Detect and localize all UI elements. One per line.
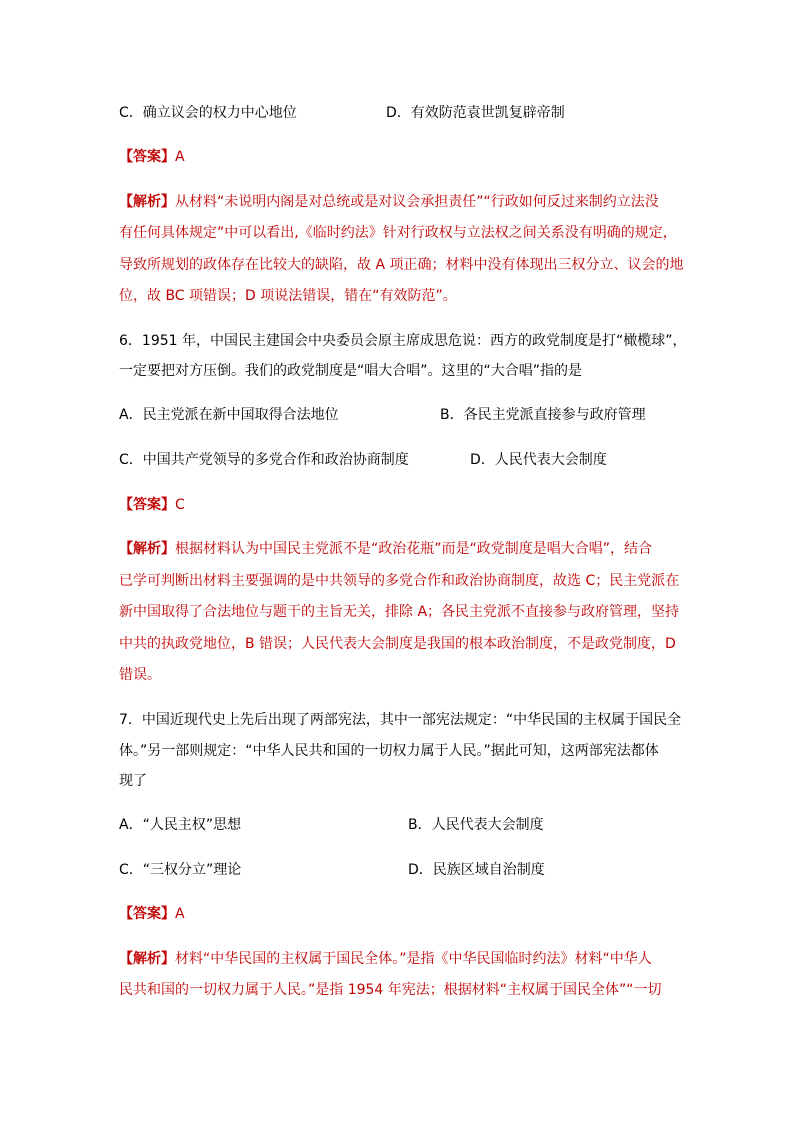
q7-option-d: D．民族区域自治制度 <box>408 862 545 878</box>
q7-stem-line-1: 7．中国近现代史上先后出现了两部宪法，其中一部宪法规定：“中华民国的主权属于国民全 <box>119 712 682 728</box>
answer-tag: 【答案】 <box>119 497 175 513</box>
q5-answer <box>119 148 185 166</box>
answer-value: A <box>175 149 185 165</box>
q7-option-c: C．“三权分立”理论 <box>119 862 242 878</box>
q7-analysis-line-2: 民共和国的一切权力属于人民。”是指 1954 年宪法；根据材料“主权属于国民全体”“一切 <box>119 982 662 998</box>
q6-answer <box>119 496 185 514</box>
q6-analysis-line-4: 中共的执政党地位，B 错误；人民代表大会制度是我国的根本政治制度，不是政党制度，D <box>119 636 676 652</box>
analysis-tag: 【解析】 <box>119 951 175 967</box>
analysis-tag: 【解析】 <box>119 541 175 557</box>
q5-option-c: C．确立议会的权力中心地位 <box>119 105 297 121</box>
q6-analysis-line-2: 已学可判断出材料主要强调的是中共领导的多党合作和政治协商制度，故选 C；民主党派在 <box>119 573 680 589</box>
answer-tag: 【答案】 <box>119 149 175 165</box>
q6-stem-line-1: 6．1951 年，中国民主建国会中央委员会原主席成思危说：西方的政党制度是打“橄榄球”， <box>119 333 687 349</box>
answer-tag: 【答案】 <box>119 906 175 922</box>
q5-option-d: D．有效防范袁世凯复辟帝制 <box>386 105 565 121</box>
answer-value: A <box>175 906 185 922</box>
q6-option-d: D．人民代表大会制度 <box>470 452 607 468</box>
answer-value: C <box>175 497 185 513</box>
q6-option-b: B．各民主党派直接参与政府管理 <box>440 407 646 423</box>
q6-analysis-line-5: 错误。 <box>119 667 161 683</box>
q6-analysis-line-1: 【解析】根据材料认为中国民主党派不是“政治花瓶”而是“政党制度是唱大合唱”，结合 <box>119 541 653 557</box>
q5-analysis-line-3: 导致所规划的政体存在比较大的缺陷，故 A 项正确；材料中没有体现出三权分立、议会的地 <box>119 257 684 273</box>
q5-analysis-line-1: 【解析】从材料“未说明内阁是对总统或是对议会承担责任”“行政如何反过来制约立法没 <box>119 194 659 210</box>
q7-stem-line-3: 现了 <box>119 773 147 789</box>
q6-analysis-line-3: 新中国取得了合法地位与题干的主旨无关，排除 A；各民主党派不直接参与政府管理，坚持 <box>119 604 680 620</box>
q7-analysis-line-1: 【解析】材料“中华民国的主权属于国民全体。”是指《中华民国临时约法》材料“中华人 <box>119 951 652 967</box>
q6-stem-line-2: 一定要把对方压倒。我们的政党制度是“唱大合唱”。这里的“大合唱”指的是 <box>119 363 583 379</box>
q7-answer <box>119 905 185 923</box>
q7-stem-line-2: 体。”另一部则规定：“中华人民共和国的一切权力属于人民。”据此可知，这两部宪法都体 <box>119 743 659 759</box>
q7-option-b: B．人民代表大会制度 <box>408 817 544 833</box>
q5-analysis-line-4: 位，故 BC 项错误；D 项说法错误，错在“有效防范”。 <box>119 288 457 304</box>
analysis-tag: 【解析】 <box>119 194 175 210</box>
q5-analysis-line-2: 有任何具体规定”中可以看出,《临时约法》针对行政权与立法权之间关系没有明确的规定， <box>119 225 677 241</box>
q6-option-a: A．民主党派在新中国取得合法地位 <box>119 407 339 423</box>
q7-option-a: A．“人民主权”思想 <box>119 817 242 833</box>
q6-option-c: C．中国共产党领导的多党合作和政治协商制度 <box>119 452 409 468</box>
